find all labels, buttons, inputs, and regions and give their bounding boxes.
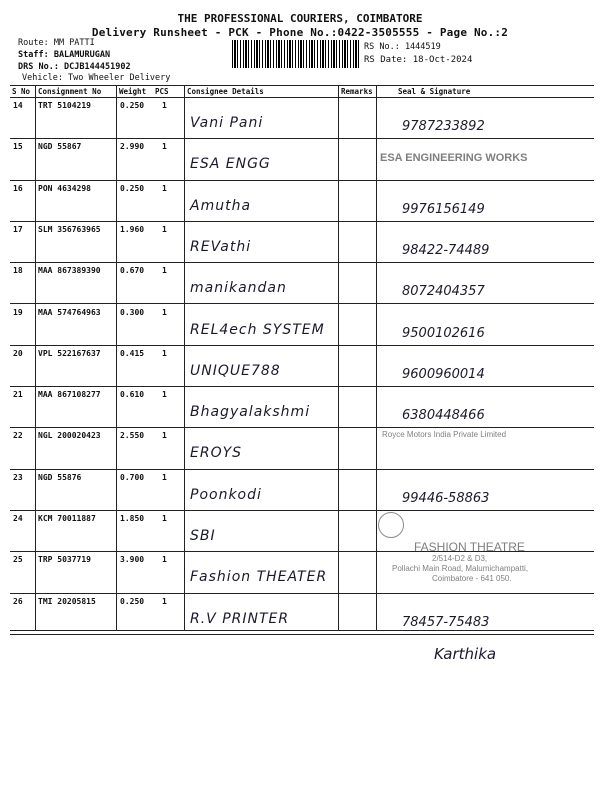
row-consignment-no: TRP 5037719	[38, 555, 91, 565]
header-remarks: Remarks	[341, 87, 373, 96]
rs-date-label: RS Date: 18-Oct-2024	[364, 55, 473, 65]
row-pcs: 1	[162, 183, 167, 193]
row-sno: 18	[13, 266, 23, 276]
stamp-fashion-line1: 2/514-D2 & D3,	[432, 554, 488, 563]
row-consignee-handwritten: Vani Pani	[190, 115, 264, 131]
row-sno: 14	[13, 101, 23, 110]
row-weight: 1.960	[120, 224, 145, 234]
row-consignment-no: NGL 200020423	[38, 431, 101, 441]
table-border-top	[10, 85, 594, 86]
row-weight: 3.900	[120, 555, 145, 565]
header-weight: Weight	[119, 87, 147, 96]
stamp-fashion-name: FASHION THEATRE	[414, 540, 525, 554]
staff-label: Staff: BALAMURUGAN	[18, 50, 111, 60]
row-pcs: 1	[162, 224, 167, 234]
row-sno: 17	[13, 224, 23, 234]
stamp-sbi-seal	[378, 512, 404, 538]
row-consignment-no: VPL 522167637	[38, 348, 101, 358]
header-sno: S No	[12, 87, 31, 96]
row-signature-handwritten: 9500102616	[402, 325, 485, 341]
row-sno: 26	[13, 596, 23, 606]
row-signature-handwritten: 99446-58863	[402, 490, 490, 506]
row-consignee-handwritten: manikandan	[190, 280, 287, 297]
row-consignment-no: PON 4634298	[38, 183, 91, 193]
row-sno: 19	[13, 307, 23, 317]
row-signature-handwritten: 9787233892	[402, 119, 485, 134]
row-consignee-handwritten: R.V PRINTER	[190, 610, 290, 627]
header-consignment: Consignment No	[38, 87, 102, 96]
row-pcs: 1	[162, 142, 167, 152]
row-pcs: 1	[162, 390, 167, 400]
stamp-fashion-line3: Coimbatore - 641 050.	[432, 574, 512, 583]
row-consignee-handwritten: SBI	[190, 528, 216, 544]
row-weight: 0.250	[120, 101, 145, 110]
row-pcs: 1	[162, 514, 167, 523]
row-consignment-no: MAA 574764963	[38, 307, 101, 317]
row-pcs: 1	[162, 431, 167, 441]
header-pcs: PCS	[155, 87, 169, 96]
route-label: Route: MM PATTI	[18, 38, 95, 48]
table-row	[10, 386, 594, 428]
row-consignment-no: KCM 70011887	[38, 514, 96, 523]
table-row	[10, 221, 594, 263]
stamp-esa: ESA ENGINEERING WORKS	[380, 152, 528, 164]
row-pcs: 1	[162, 555, 167, 565]
row-consignee-handwritten: Poonkodi	[190, 486, 262, 503]
row-weight: 2.990	[120, 142, 145, 152]
header-consignee: Consignee Details	[187, 87, 264, 96]
row-divider	[10, 634, 594, 635]
table-row	[10, 593, 594, 635]
row-pcs: 1	[162, 307, 167, 317]
footer-signature: Karthika	[434, 645, 497, 663]
stamp-royce: Royce Motors India Private Limited	[382, 430, 507, 439]
row-signature-handwritten: 98422-74489	[402, 242, 490, 258]
row-sno: 25	[13, 555, 23, 565]
row-sno: 16	[13, 183, 23, 193]
row-sno: 15	[13, 142, 23, 152]
row-pcs: 1	[162, 348, 167, 358]
row-consignee-handwritten: REL4ech SYSTEM	[190, 321, 325, 338]
table-row	[10, 469, 594, 511]
row-signature-handwritten: 9976156149	[402, 201, 485, 217]
barcode	[232, 40, 360, 68]
table-row	[10, 262, 594, 304]
row-consignment-no: TRT 5104219	[38, 101, 91, 110]
header-subtitle: Delivery Runsheet - PCK - Phone No.:0422-3505555 - Page No.:2	[91, 26, 509, 39]
table-row	[10, 304, 594, 346]
table-row	[10, 345, 594, 387]
row-weight: 0.415	[120, 348, 145, 358]
row-weight: 0.300	[120, 307, 145, 317]
row-weight: 0.250	[120, 183, 145, 193]
row-consignee-handwritten: Fashion THEATER	[190, 569, 328, 586]
vehicle-label: Vehicle: Two Wheeler Delivery	[22, 73, 171, 83]
row-weight: 0.700	[120, 472, 145, 482]
row-pcs: 1	[162, 266, 167, 276]
row-consignment-no: SLM 356763965	[38, 224, 101, 234]
table-row	[10, 180, 594, 222]
row-signature-handwritten: 78457-75483	[402, 614, 490, 630]
row-consignee-handwritten: EROYS	[190, 445, 243, 462]
row-consignment-no: TMI 20205815	[38, 596, 96, 606]
row-sno: 22	[13, 431, 23, 441]
row-consignment-no: NGD 55876	[38, 472, 82, 482]
row-pcs: 1	[162, 472, 167, 482]
row-consignee-handwritten: Bhagyalakshmi	[190, 404, 311, 421]
row-consignee-handwritten: ESA ENGG	[190, 156, 271, 173]
row-consignee-handwritten: Amutha	[190, 197, 252, 214]
row-sno: 23	[13, 472, 23, 482]
row-weight: 0.670	[120, 266, 145, 276]
row-weight: 0.610	[120, 390, 145, 400]
row-consignment-no: MAA 867389390	[38, 266, 101, 276]
row-signature-handwritten: 8072404357	[402, 284, 485, 300]
table-row	[10, 427, 594, 469]
table-row	[10, 97, 594, 139]
row-sno: 20	[13, 348, 23, 358]
drs-label: DRS No.: DCJB144451902	[18, 62, 131, 72]
row-signature-handwritten: 9600960014	[402, 366, 485, 382]
row-signature-handwritten: 6380448466	[402, 408, 485, 424]
row-consignee-handwritten: REVathi	[190, 238, 252, 255]
row-consignment-no: MAA 867108277	[38, 390, 101, 400]
header-seal-signature: Seal & Signature	[398, 87, 471, 96]
row-sno: 21	[13, 390, 23, 400]
row-weight: 0.250	[120, 596, 145, 606]
row-consignment-no: NGD 55867	[38, 142, 82, 152]
row-weight: 1.850	[120, 514, 145, 523]
row-weight: 2.550	[120, 431, 145, 441]
stamp-fashion-line2: Pollachi Main Road, Malumichampatti,	[392, 564, 529, 573]
row-consignee-handwritten: UNIQUE788	[190, 362, 281, 379]
header-title: THE PROFESSIONAL COURIERS, COIMBATORE	[177, 12, 423, 25]
row-sno: 24	[13, 514, 23, 523]
row-pcs: 1	[162, 101, 167, 110]
row-pcs: 1	[162, 596, 167, 606]
rs-no-label: RS No.: 1444519	[364, 42, 441, 52]
